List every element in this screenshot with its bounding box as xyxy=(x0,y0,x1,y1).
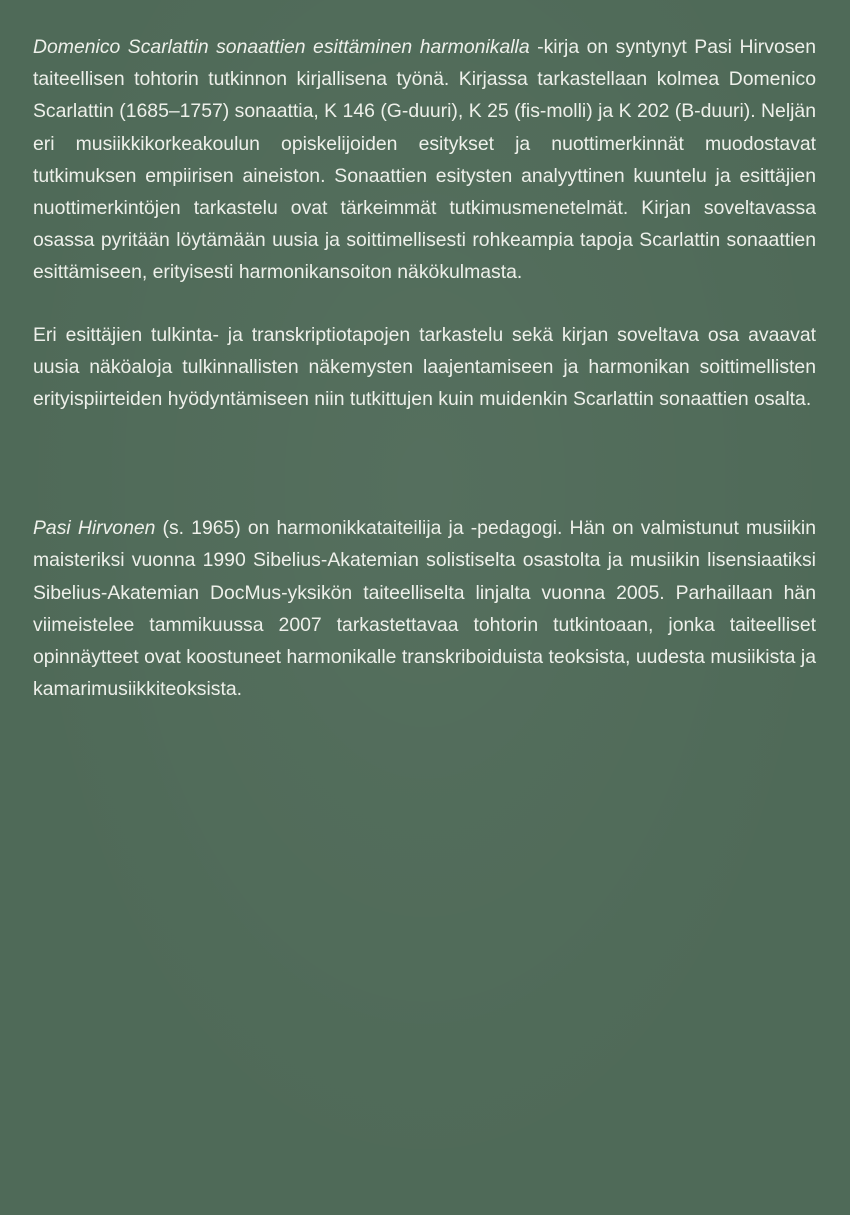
book-summary-paragraph xyxy=(33,319,816,416)
book-title: Domenico Scarlattin sonaattien esittäminen harmonikalla xyxy=(33,36,530,58)
author-bio-text: (s. 1965) on harmonikkataiteilija ja -pedagogi. Hän on valmistunut musiikin maisteriksi vuonna 1990 Sibelius-Akatemian solistiselta osastolta ja musiikin lisensiaatiksi Sibelius-Akatemian DocMus-yksikön taiteelliselta linjalta vuonna 2005. Parhaillaan hän viimeistelee tammikuussa 2007 tarkastettavaa tohtorin tutkintoaan, jonka taiteelliset opinnäytteet ovat koostuneet harmonikalle transkriboiduista teoksista, uudesta musiikista ja kamarimusiikkiteoksista. xyxy=(33,517,816,701)
book-description-paragraph xyxy=(33,31,816,289)
author-name: Pasi Hirvonen xyxy=(33,517,156,540)
author-bio-paragraph xyxy=(33,512,816,705)
book-description-text: -kirja on syntynyt Pasi Hirvosen taiteellisen tohtorin tutkinnon kirjallisena työnä. Kirjassa tarkastellaan kolmea Domenico Scarlattin (1685–1757) sonaattia, K 146 (G-duuri), K 25 (fis-molli) ja K 202 (B-duuri). Neljän eri musiikkikorkeakoulun opiskelijoiden esitykset ja nuottimerkinnät muodostavat tutkimuksen empiirisen aineiston. Sonaattien esitysten analyyttinen kuuntelu ja esittäjien nuottimerkintöjen tarkastelu ovat tärkeimmät tutkimusmenetelmät. Kirjan soveltavassa osassa pyritään löytämään uusia ja soittimellisesti rohkeampia tapoja Scarlattin sonaattien esittämiseen, erityisesti harmonikansoiton näkökulmasta. xyxy=(33,36,816,284)
book-summary-text: Eri esittäjien tulkinta- ja transkriptiotapojen tarkastelu sekä kirjan soveltava osa avaavat uusia näköaloja tulkinnallisten näkemysten laajentamiseen ja harmonikan soittimellisten erityispiirteiden hyödyntämiseen niin tutkittujen kuin muidenkin Scarlattin sonaattien osalta. xyxy=(33,323,816,411)
